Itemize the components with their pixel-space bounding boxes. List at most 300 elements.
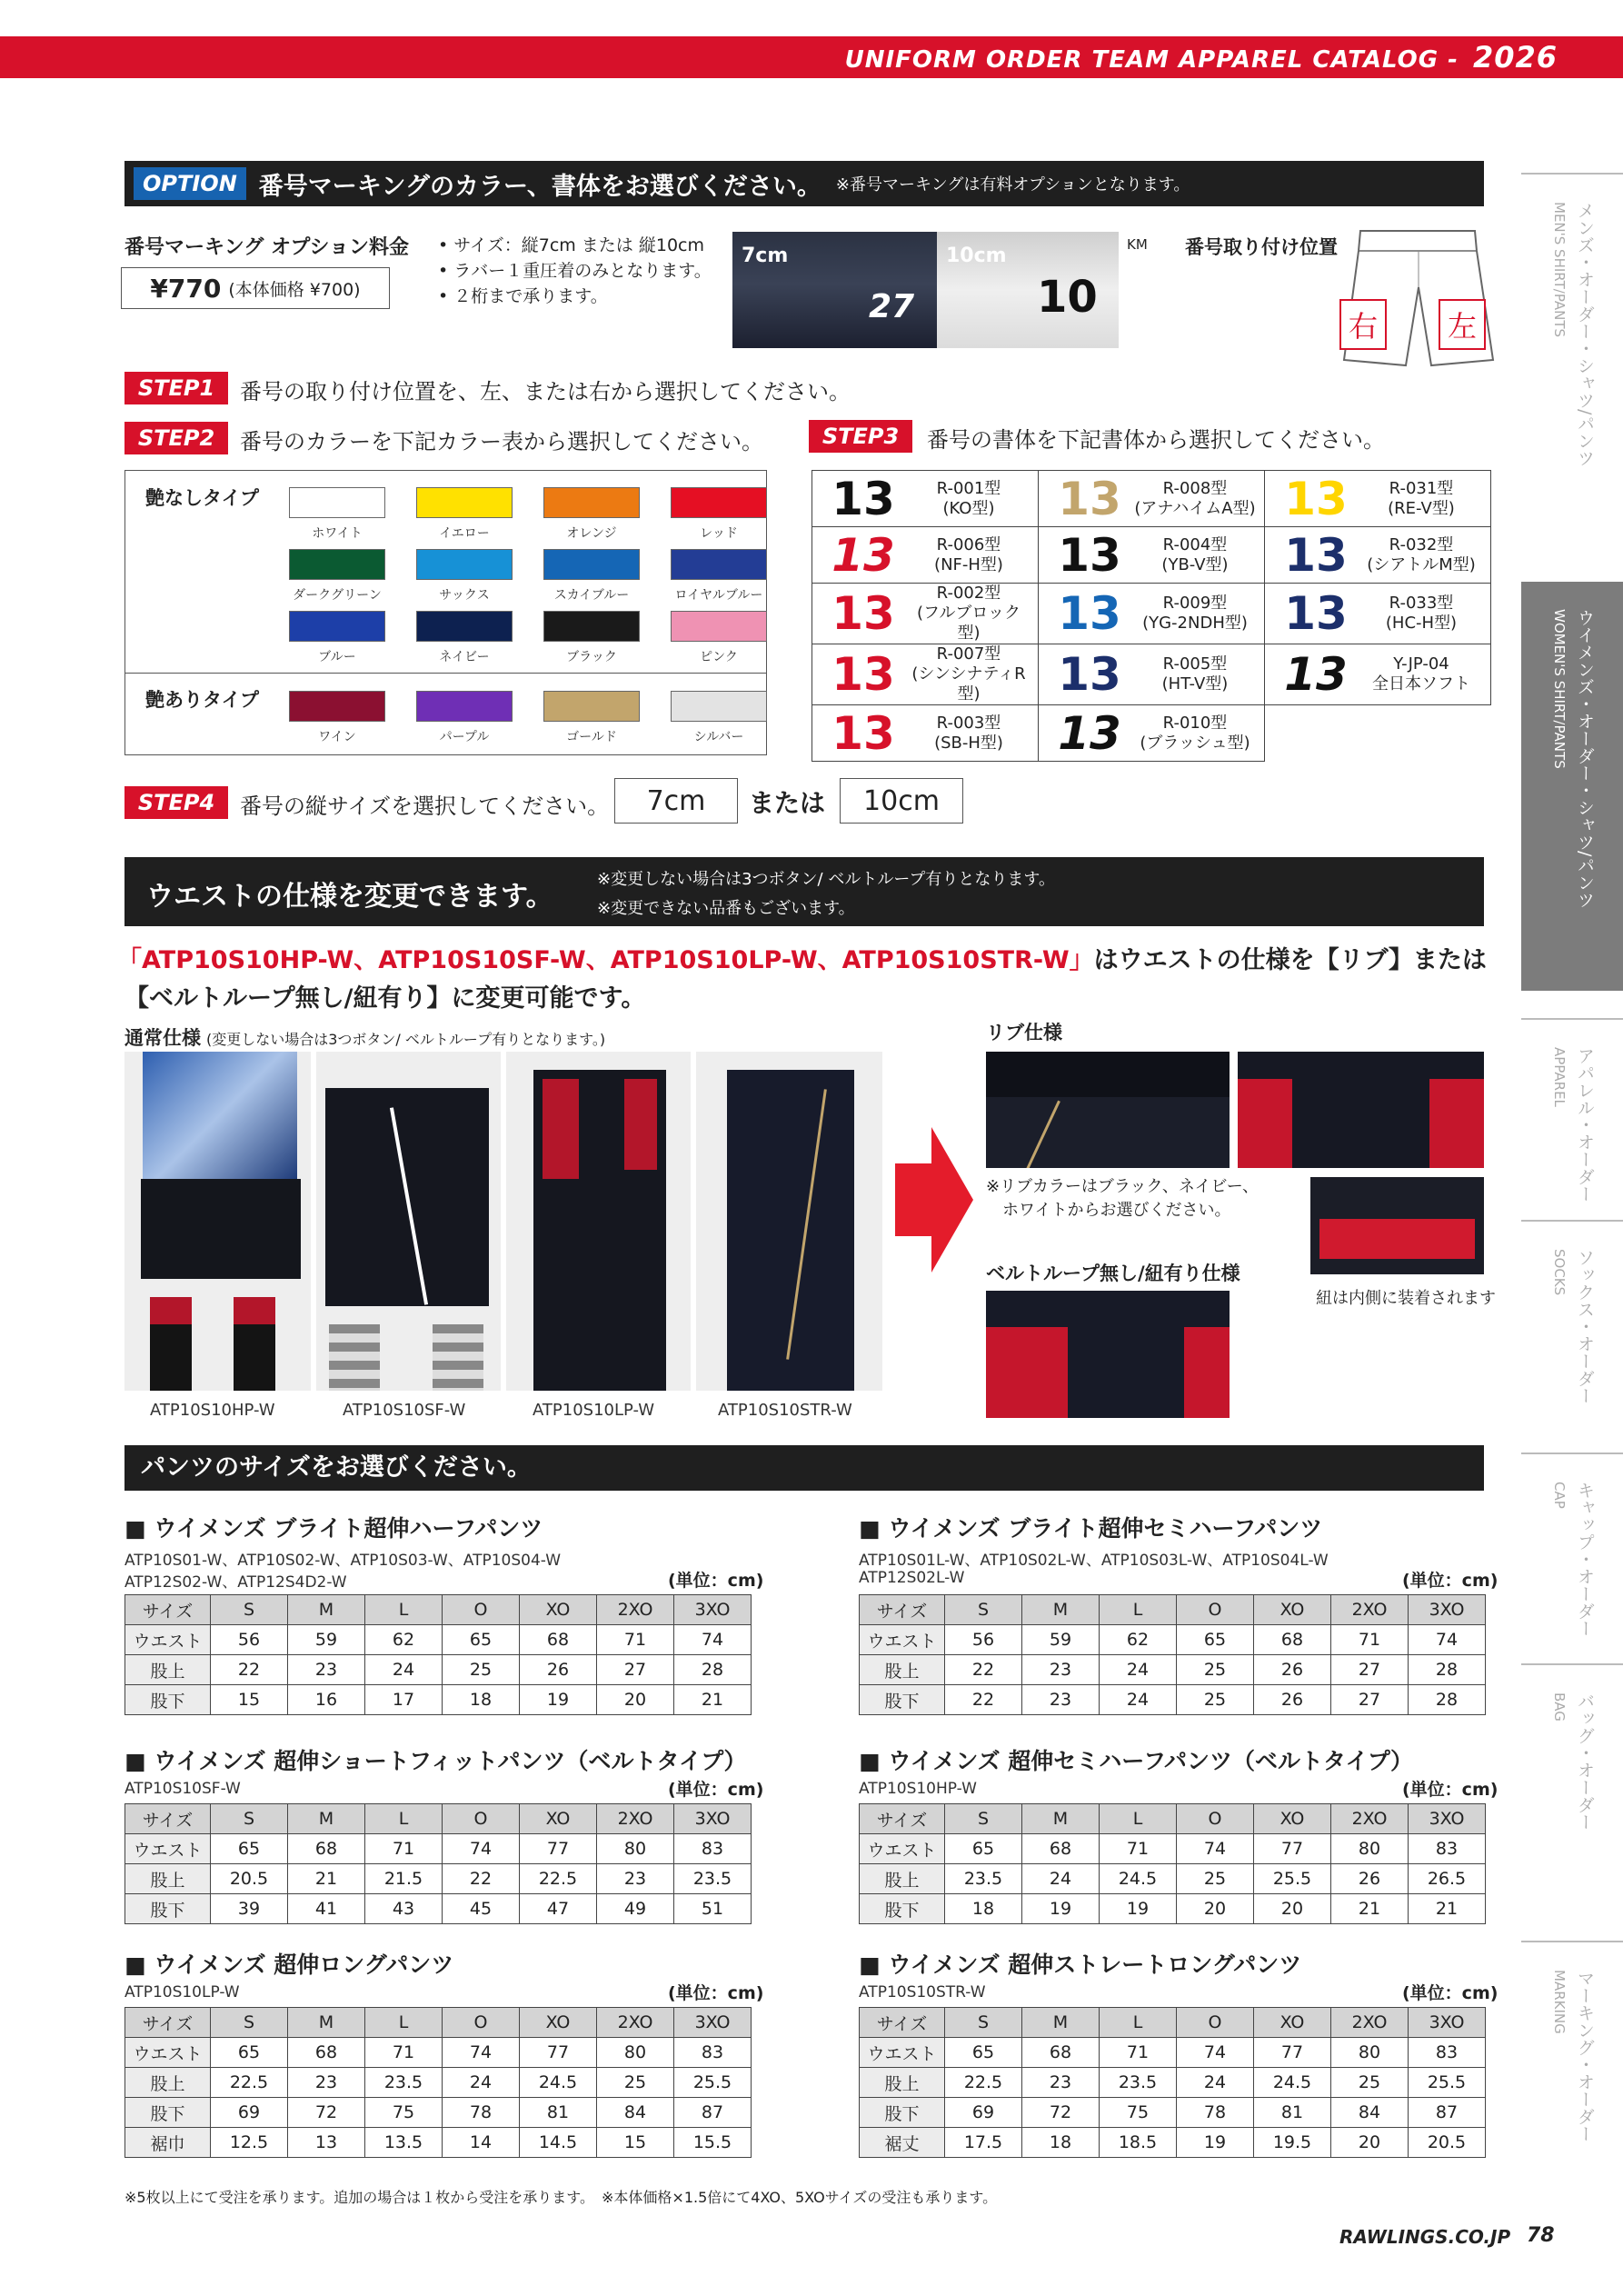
size-table-cell: 19.5: [1254, 2128, 1331, 2158]
size-table-cell: ウエスト: [125, 2038, 211, 2068]
string-note: 紐は内側に装着されます: [1316, 1289, 1496, 1308]
size-table-cell: 2XO: [1331, 2008, 1409, 2038]
size-table-cell: 80: [597, 1834, 674, 1864]
position-right-box[interactable]: [1339, 299, 1387, 350]
size-table-title: ■ ウイメンズ ブライト超伸ハーフパンツ: [124, 1515, 543, 1542]
swatch-chip: [671, 549, 767, 580]
font-name: (KO型): [942, 498, 995, 518]
font-name: (アナハイムA型): [1134, 498, 1256, 518]
size-table-title: ■ ウイメンズ 超伸ショートフィットパンツ（ベルトタイプ）: [124, 1748, 747, 1774]
panel-red: [1184, 1327, 1230, 1418]
photo-rib-spec-2: [1238, 1052, 1484, 1168]
side-tab-en: MARKING: [1551, 1970, 1568, 2034]
font-info: [907, 714, 1031, 754]
font-code: R-003型: [936, 713, 1001, 733]
size-table-cell: 62: [1100, 1625, 1177, 1655]
font-name: (HT-V型): [1161, 674, 1229, 694]
font-code: R-006型: [936, 534, 1001, 554]
font-name: (フルブロック型): [917, 604, 1021, 643]
option-bullet: • サイズ：縦7cm または 縦10cm: [438, 235, 704, 255]
model-caption: ATP10S10LP-W: [533, 1401, 655, 1420]
size-table-cell: 2XO: [597, 2008, 674, 2038]
font-option[interactable]: [1265, 527, 1491, 584]
normal-spec-label: [124, 1023, 605, 1051]
step2-tag: STEP2: [124, 422, 228, 454]
size-table-cell: L: [365, 1595, 443, 1625]
size-table-cell: 80: [597, 2038, 674, 2068]
side-tab-label: [1547, 1970, 1598, 2213]
side-tab-label: [1547, 1047, 1598, 1220]
size-table-cell: 74: [1177, 1834, 1254, 1864]
size-table-cell: 26: [1331, 1864, 1409, 1894]
swatch-label: ブラック: [566, 650, 617, 664]
font-sample: 13: [1284, 528, 1348, 582]
size-table-cell: 72: [1022, 2098, 1100, 2128]
swatch-row: [289, 611, 767, 665]
size-table-cell: 17.5: [945, 2128, 1022, 2158]
size-table-row: [860, 1655, 1486, 1685]
font-sample: 13: [1058, 648, 1121, 701]
side-tab-label: [1547, 609, 1598, 991]
font-code: Y-JP-04: [1393, 654, 1449, 674]
size-table-cell: O: [443, 1595, 520, 1625]
color-swatch[interactable]: [289, 549, 385, 604]
size-table-cell: 81: [1254, 2098, 1331, 2128]
swatch-label: ワイン: [318, 730, 356, 744]
size-table-cell: 15: [597, 2128, 674, 2158]
size-table-cell: 51: [674, 1894, 752, 1924]
font-empty-cell: [1265, 705, 1491, 762]
side-tab-label: [1547, 1692, 1598, 1941]
font-info: [907, 644, 1031, 704]
size-table-cell: 22: [945, 1655, 1022, 1685]
sock-left: [150, 1297, 192, 1391]
size-table-cell: L: [365, 1804, 443, 1834]
rib-note: [986, 1175, 1259, 1223]
size-table-unit: (単位：cm): [1402, 1780, 1499, 1800]
size-table-cell: M: [288, 1595, 365, 1625]
waist-section-header: [124, 857, 1484, 926]
price: ¥770: [150, 273, 222, 304]
color-swatch[interactable]: [416, 549, 513, 604]
size-table-cell: 2XO: [597, 1804, 674, 1834]
size-table-row: [125, 1595, 752, 1625]
position-title: 番号取り付け位置: [1185, 236, 1338, 258]
size-table-cell: S: [945, 1804, 1022, 1834]
photo-string-detail: [1310, 1177, 1484, 1274]
side-tab[interactable]: [1521, 1663, 1623, 1941]
font-option[interactable]: [1039, 705, 1265, 762]
size-table-title: ■ ウイメンズ 超伸ロングパンツ: [124, 1952, 454, 1978]
photo-7cm-number: 27: [869, 288, 915, 325]
size-table-unit: (単位：cm): [668, 1983, 764, 2003]
size-table-cell: 65: [443, 1625, 520, 1655]
size-table-cell: 股上: [125, 2068, 211, 2098]
font-code: R-007型: [936, 644, 1001, 664]
size-table-cell: XO: [1254, 1595, 1331, 1625]
size-table-cell: L: [1100, 2008, 1177, 2038]
font-info: [1133, 654, 1257, 694]
size-table-cell: 裾丈: [860, 2128, 945, 2158]
size-table-cell: 3XO: [674, 1595, 752, 1625]
size-table-cell: ウエスト: [125, 1834, 211, 1864]
size-table-cell: 25: [1177, 1685, 1254, 1715]
matte-swatches: [289, 487, 767, 665]
waist-desc-line1: [117, 940, 1487, 975]
model-caption: ATP10S10STR-W: [718, 1401, 852, 1420]
font-code: R-005型: [1162, 654, 1228, 674]
catalog-title: UNIFORM ORDER TEAM APPAREL CATALOG -: [844, 46, 1468, 74]
side-tab-en: WOMEN'S SHIRT/PANTS: [1551, 609, 1568, 769]
size-table-cell: 股上: [860, 2068, 945, 2098]
size-table-cell: 股下: [125, 1894, 211, 1924]
font-sample: 13: [1058, 472, 1121, 525]
color-divider: [125, 673, 766, 674]
font-code: R-001型: [936, 478, 1001, 498]
side-tab-en: SOCKS: [1551, 1249, 1568, 1296]
size-table-row: [860, 2128, 1486, 2158]
font-row: [812, 584, 1491, 644]
font-name: (YG-2NDH型): [1142, 614, 1248, 633]
size-table-cell: 74: [443, 2038, 520, 2068]
size-table-cell: 23: [288, 2068, 365, 2098]
page-number: 78: [1527, 2224, 1555, 2247]
size-table-row: [860, 2038, 1486, 2068]
fee-label: 番号マーキング オプション料金: [124, 236, 410, 259]
side-tab[interactable]: [1521, 1220, 1623, 1452]
size-table-cell: サイズ: [860, 1595, 945, 1625]
size-section-header: [124, 1445, 1484, 1491]
font-option[interactable]: [1265, 471, 1491, 527]
size-table-row: [860, 1864, 1486, 1894]
side-tab-label: [1547, 1482, 1598, 1663]
size-table-cell: 25: [1331, 2068, 1409, 2098]
size-table-cell: 74: [674, 1625, 752, 1655]
size-table-row: [125, 1804, 752, 1834]
color-swatch[interactable]: [416, 691, 513, 745]
font-info: [907, 479, 1031, 519]
size-table-cell: 68: [288, 1834, 365, 1864]
size-table-cell: XO: [520, 1804, 597, 1834]
size-table-cell: 23: [1022, 1655, 1100, 1685]
color-swatch[interactable]: [416, 487, 513, 542]
size-table-cell: 83: [674, 1834, 752, 1864]
size-table-unit: (単位：cm): [1402, 1571, 1499, 1591]
size-table-cell: 3XO: [674, 1804, 752, 1834]
font-option[interactable]: [812, 705, 1039, 762]
normal-note: (変更しない場合は3つボタン/ ベルトループ有りとなります。): [206, 1031, 606, 1048]
font-code: R-031型: [1389, 478, 1454, 498]
size-table-cell: 20.5: [211, 1864, 288, 1894]
color-swatch[interactable]: [671, 611, 767, 665]
size-table-cell: 20.5: [1409, 2128, 1486, 2158]
size-table-cell: 21: [1331, 1894, 1409, 1924]
font-option[interactable]: [812, 471, 1039, 527]
size-table-cell: 68: [1022, 1834, 1100, 1864]
color-swatch[interactable]: [289, 487, 385, 542]
size-table-cell: サイズ: [125, 1804, 211, 1834]
size-table-cell: 20: [1177, 1894, 1254, 1924]
size-table-cell: L: [1100, 1804, 1177, 1834]
font-option[interactable]: [812, 527, 1039, 584]
gloss-label: 艶ありタイプ: [145, 689, 259, 711]
size-table-cell: 2XO: [1331, 1804, 1409, 1834]
size-table-row: [125, 2128, 752, 2158]
size-table-cell: O: [1177, 1595, 1254, 1625]
size-table: [124, 2007, 752, 2158]
sock-left: [329, 1324, 380, 1391]
size-table-cell: 3XO: [1409, 1804, 1486, 1834]
size-table-unit: (単位：cm): [1402, 1983, 1499, 2003]
font-option[interactable]: [1265, 644, 1491, 705]
size-table-cell: 65: [1177, 1625, 1254, 1655]
size-table-cell: 14: [443, 2128, 520, 2158]
size-table-cell: 75: [365, 2098, 443, 2128]
color-swatch[interactable]: [416, 611, 513, 665]
panel-red: [1238, 1079, 1292, 1168]
size-table-cell: 21: [288, 1864, 365, 1894]
swatch-label: シルバー: [693, 730, 744, 744]
font-option[interactable]: [1265, 584, 1491, 644]
side-tab[interactable]: [1521, 582, 1623, 991]
size-table-codes: ATP10S10HP-W: [859, 1780, 977, 1798]
size-table: [859, 1594, 1486, 1715]
swatch-label: オレンジ: [566, 526, 617, 541]
size-table-cell: M: [1022, 1595, 1100, 1625]
size-table-cell: 18: [1022, 2128, 1100, 2158]
font-name: (YB-V型): [1161, 554, 1229, 574]
size-table-cell: 股下: [125, 2098, 211, 2128]
font-option[interactable]: [1039, 644, 1265, 705]
catalog-header-bar: [0, 36, 1623, 78]
size-table-cell: 20: [1331, 2128, 1409, 2158]
size-table: [124, 1803, 752, 1924]
size-table-cell: 3XO: [1409, 1595, 1486, 1625]
size-table-cell: 22.5: [520, 1864, 597, 1894]
size-table-cell: 84: [597, 2098, 674, 2128]
font-name: (シアトルM型): [1367, 554, 1476, 574]
footer-site: RAWLINGS.CO.JP: [1339, 2226, 1511, 2248]
color-swatch[interactable]: [543, 611, 640, 665]
size-table-cell: O: [1177, 2008, 1254, 2038]
waist-desc-rest: はウエストの仕様を【リブ】または: [1093, 946, 1487, 974]
size-table-cell: 78: [1177, 2098, 1254, 2128]
panel-red: [624, 1079, 657, 1170]
color-swatch[interactable]: [543, 549, 640, 604]
side-tab[interactable]: [1521, 1018, 1623, 1220]
swatch-label: ピンク: [700, 650, 738, 664]
font-sample: 13: [1058, 706, 1121, 760]
size-table-cell: 23: [288, 1655, 365, 1685]
size-10cm-label: 10cm: [863, 784, 940, 817]
font-info: [907, 535, 1031, 575]
color-swatch[interactable]: [543, 691, 640, 745]
size-table-cell: サイズ: [860, 1804, 945, 1834]
size-table-cell: 25.5: [1254, 1864, 1331, 1894]
size-table-cell: 股上: [860, 1655, 945, 1685]
size-table-cell: 45: [443, 1894, 520, 1924]
size-table-cell: 23.5: [365, 2068, 443, 2098]
size-table-cell: XO: [520, 1595, 597, 1625]
swatch-chip: [416, 691, 513, 722]
font-sample: 13: [1058, 528, 1121, 582]
font-option[interactable]: [1039, 471, 1265, 527]
option-bullets: [438, 233, 712, 309]
photo-rib-spec-1: [986, 1052, 1230, 1168]
size-table-cell: 56: [211, 1625, 288, 1655]
size-table-codes: ATP12S02L-W: [859, 1569, 965, 1587]
color-chart: [124, 470, 767, 755]
size-table-cell: 22.5: [945, 2068, 1022, 2098]
size-table-cell: 78: [443, 2098, 520, 2128]
size-table-cell: 68: [1254, 1625, 1331, 1655]
swatch-chip: [671, 611, 767, 642]
swatch-label: ゴールド: [566, 730, 617, 744]
size-table-cell: 股上: [125, 1864, 211, 1894]
size-table-cell: 26: [1254, 1685, 1331, 1715]
font-option[interactable]: [1039, 527, 1265, 584]
color-swatch[interactable]: [671, 549, 767, 604]
size-table-cell: 87: [674, 2098, 752, 2128]
position-left-box[interactable]: [1439, 299, 1486, 350]
size-table-cell: ウエスト: [860, 1625, 945, 1655]
size-table-cell: S: [945, 1595, 1022, 1625]
size-table-cell: 24: [365, 1655, 443, 1685]
size-table-cell: L: [365, 2008, 443, 2038]
size-table-cell: 25: [1177, 1864, 1254, 1894]
swatch-row: [289, 549, 767, 604]
size-table-cell: 18: [945, 1894, 1022, 1924]
size-table-cell: 裾巾: [125, 2128, 211, 2158]
size-table-cell: 15: [211, 1685, 288, 1715]
position-left: 左: [1447, 309, 1477, 344]
side-tab-en: BAG: [1551, 1692, 1568, 1722]
size-table-codes: ATP10S10STR-W: [859, 1983, 986, 2002]
swatch-label: ロイヤルブルー: [674, 588, 763, 603]
price-box: [121, 267, 390, 309]
photo-7cm-label: 7cm: [742, 245, 789, 267]
size-table-cell: M: [288, 1804, 365, 1834]
font-info: [1133, 594, 1257, 634]
size-table-cell: 23: [1022, 2068, 1100, 2098]
font-code: R-033型: [1389, 594, 1454, 613]
photo-7cm-example: [732, 232, 937, 348]
size-table-cell: 28: [674, 1655, 752, 1685]
size-table-codes: ATP10S01L-W、ATP10S02L-W、ATP10S03L-W、ATP10S04L-W: [859, 1552, 1329, 1570]
size-table-cell: サイズ: [125, 2008, 211, 2038]
panel-red: [1319, 1219, 1475, 1259]
shirt-shape: [143, 1052, 297, 1179]
font-option[interactable]: [812, 644, 1039, 705]
model-caption: ATP10S10HP-W: [150, 1401, 275, 1420]
size-table: [859, 1803, 1486, 1924]
size-table-cell: 83: [674, 2038, 752, 2068]
size-table-cell: 22: [211, 1655, 288, 1685]
size-table-cell: 21.5: [365, 1864, 443, 1894]
size-table-cell: 21: [1409, 1894, 1486, 1924]
size-table-cell: 65: [211, 1834, 288, 1864]
size-7cm-option[interactable]: [614, 778, 738, 824]
photo-10cm-label: 10cm: [946, 245, 1007, 267]
size-table-cell: 77: [1254, 2038, 1331, 2068]
size-table-cell: 74: [1177, 2038, 1254, 2068]
size-table-cell: 69: [211, 2098, 288, 2128]
swatch-chip: [543, 487, 640, 518]
side-tab[interactable]: [1521, 1452, 1623, 1663]
size-10cm-option[interactable]: [840, 778, 963, 824]
size-table-cell: 87: [1409, 2098, 1486, 2128]
size-table-cell: 27: [1331, 1655, 1409, 1685]
size-table-cell: 74: [1409, 1625, 1486, 1655]
font-info: [1133, 714, 1257, 754]
color-swatch[interactable]: [671, 691, 767, 745]
size-table-codes: ATP12S02-W、ATP12S4D2-W: [124, 1573, 347, 1592]
side-tab[interactable]: [1521, 173, 1623, 582]
size-table-cell: 18.5: [1100, 2128, 1177, 2158]
size-table-cell: 84: [1331, 2098, 1409, 2128]
arrow-icon: [895, 1127, 973, 1273]
size-table-cell: 23.5: [1100, 2068, 1177, 2098]
font-option[interactable]: [1039, 584, 1265, 644]
color-swatch[interactable]: [671, 487, 767, 542]
size-table-cell: O: [443, 1804, 520, 1834]
swatch-label: ホワイト: [312, 526, 363, 541]
size-table-cell: 83: [1409, 1834, 1486, 1864]
color-swatch[interactable]: [543, 487, 640, 542]
swatch-row: [289, 691, 767, 745]
model-caption: ATP10S10SF-W: [343, 1401, 466, 1420]
footer-note: ※5枚以上にて受注を承ります。追加の場合は１枚から受注を承ります。 ※本体価格×1.5倍にて4XO、5XOサイズの受注も承ります。: [124, 2189, 998, 2206]
matte-label: 艶なしタイプ: [145, 487, 259, 509]
swatch-chip: [416, 487, 513, 518]
font-code: R-002型: [936, 584, 1001, 603]
swatch-chip: [543, 611, 640, 642]
size-table-cell: 14.5: [520, 2128, 597, 2158]
swatch-label: ネイビー: [439, 650, 490, 664]
swatch-chip: [416, 611, 513, 642]
size-table-cell: 24: [1100, 1655, 1177, 1685]
size-table-cell: 27: [597, 1655, 674, 1685]
font-info: [1133, 479, 1257, 519]
size-table-row: [125, 2098, 752, 2128]
swatch-row: [289, 487, 767, 542]
size-table-cell: サイズ: [860, 2008, 945, 2038]
rib-label: リブ仕様: [986, 1022, 1062, 1043]
size-table-cell: XO: [1254, 1804, 1331, 1834]
size-table-row: [860, 1804, 1486, 1834]
side-tab[interactable]: [1521, 1941, 1623, 2213]
rib-band: [986, 1052, 1230, 1097]
font-row: [812, 471, 1491, 527]
font-row: [812, 527, 1491, 584]
font-sample: 13: [1284, 587, 1348, 640]
font-name: (NF-H型): [934, 554, 1003, 574]
size-table-cell: 18: [443, 1685, 520, 1715]
size-table-cell: 13.5: [365, 2128, 443, 2158]
step4-tag: STEP4: [124, 786, 228, 819]
size-table-cell: 股上: [125, 1655, 211, 1685]
font-option[interactable]: [812, 584, 1039, 644]
color-swatch[interactable]: [289, 691, 385, 745]
shorts-shape: [141, 1179, 301, 1279]
font-name: (HC-H型): [1385, 614, 1458, 633]
size-table-cell: 77: [1254, 1834, 1331, 1864]
size-table-cell: 24: [1100, 1685, 1177, 1715]
size-or: または: [749, 788, 826, 818]
panel-red: [543, 1079, 579, 1179]
size-table-cell: 68: [1022, 2038, 1100, 2068]
color-swatch[interactable]: [289, 611, 385, 665]
